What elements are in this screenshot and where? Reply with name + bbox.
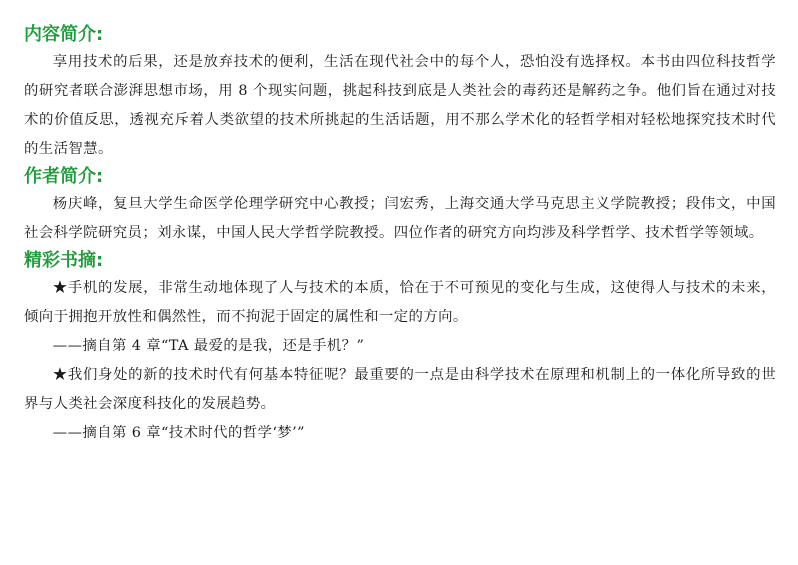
excerpt-source: ——摘自第 6 章“技术时代的哲学‘梦’” (52, 425, 305, 441)
intro-heading: 内容简介: (24, 24, 104, 45)
book-info-page (24, 22, 776, 448)
excerpts-section (24, 248, 776, 448)
excerpt-source: ——摘自第 4 章“TA 最爱的是我，还是手机？” (52, 338, 365, 354)
excerpts-heading: 精彩书摘: (24, 250, 104, 271)
intro-paragraph: 享用技术的后果，还是放弃技术的便利，生活在现代社会中的每个人，恐怕没有选择权。本书由四位科技哲学的研究者联合澎湃思想市场，用 8 个现实问题，挑起科技到底是人类社会的毒药还是解药之争。他们旨在通过对技术的价值反思，透视充斥着人类欲望的技术所挑起的生活话题，用不那么学术化的轻哲学相对轻松地探究技术时代的生活智慧。 (24, 54, 776, 157)
authors-section (24, 164, 776, 248)
excerpt-paragraph: ★我们身处的新的技术时代有何基本特征呢？最重要的一点是由科学技术在原理和机制上的一体化所导致的世界与人类社会深度科技化的发展趋势。 (24, 367, 776, 412)
authors-heading: 作者简介: (24, 166, 104, 187)
excerpt-paragraph: ★手机的发展，非常生动地体现了人与技术的本质，恰在于不可预见的变化与生成，这使得人与技术的未来，倾向于拥抱开放性和偶然性，而不拘泥于固定的属性和一定的方向。 (24, 280, 776, 325)
authors-paragraph: 杨庆峰，复旦大学生命医学伦理学研究中心教授；闫宏秀，上海交通大学马克思主义学院教授；段伟文，中国社会科学院研究员；刘永谋，中国人民大学哲学院教授。四位作者的研究方向均涉及科学哲学、技术哲学等领域。 (24, 196, 776, 241)
intro-section (24, 22, 776, 164)
